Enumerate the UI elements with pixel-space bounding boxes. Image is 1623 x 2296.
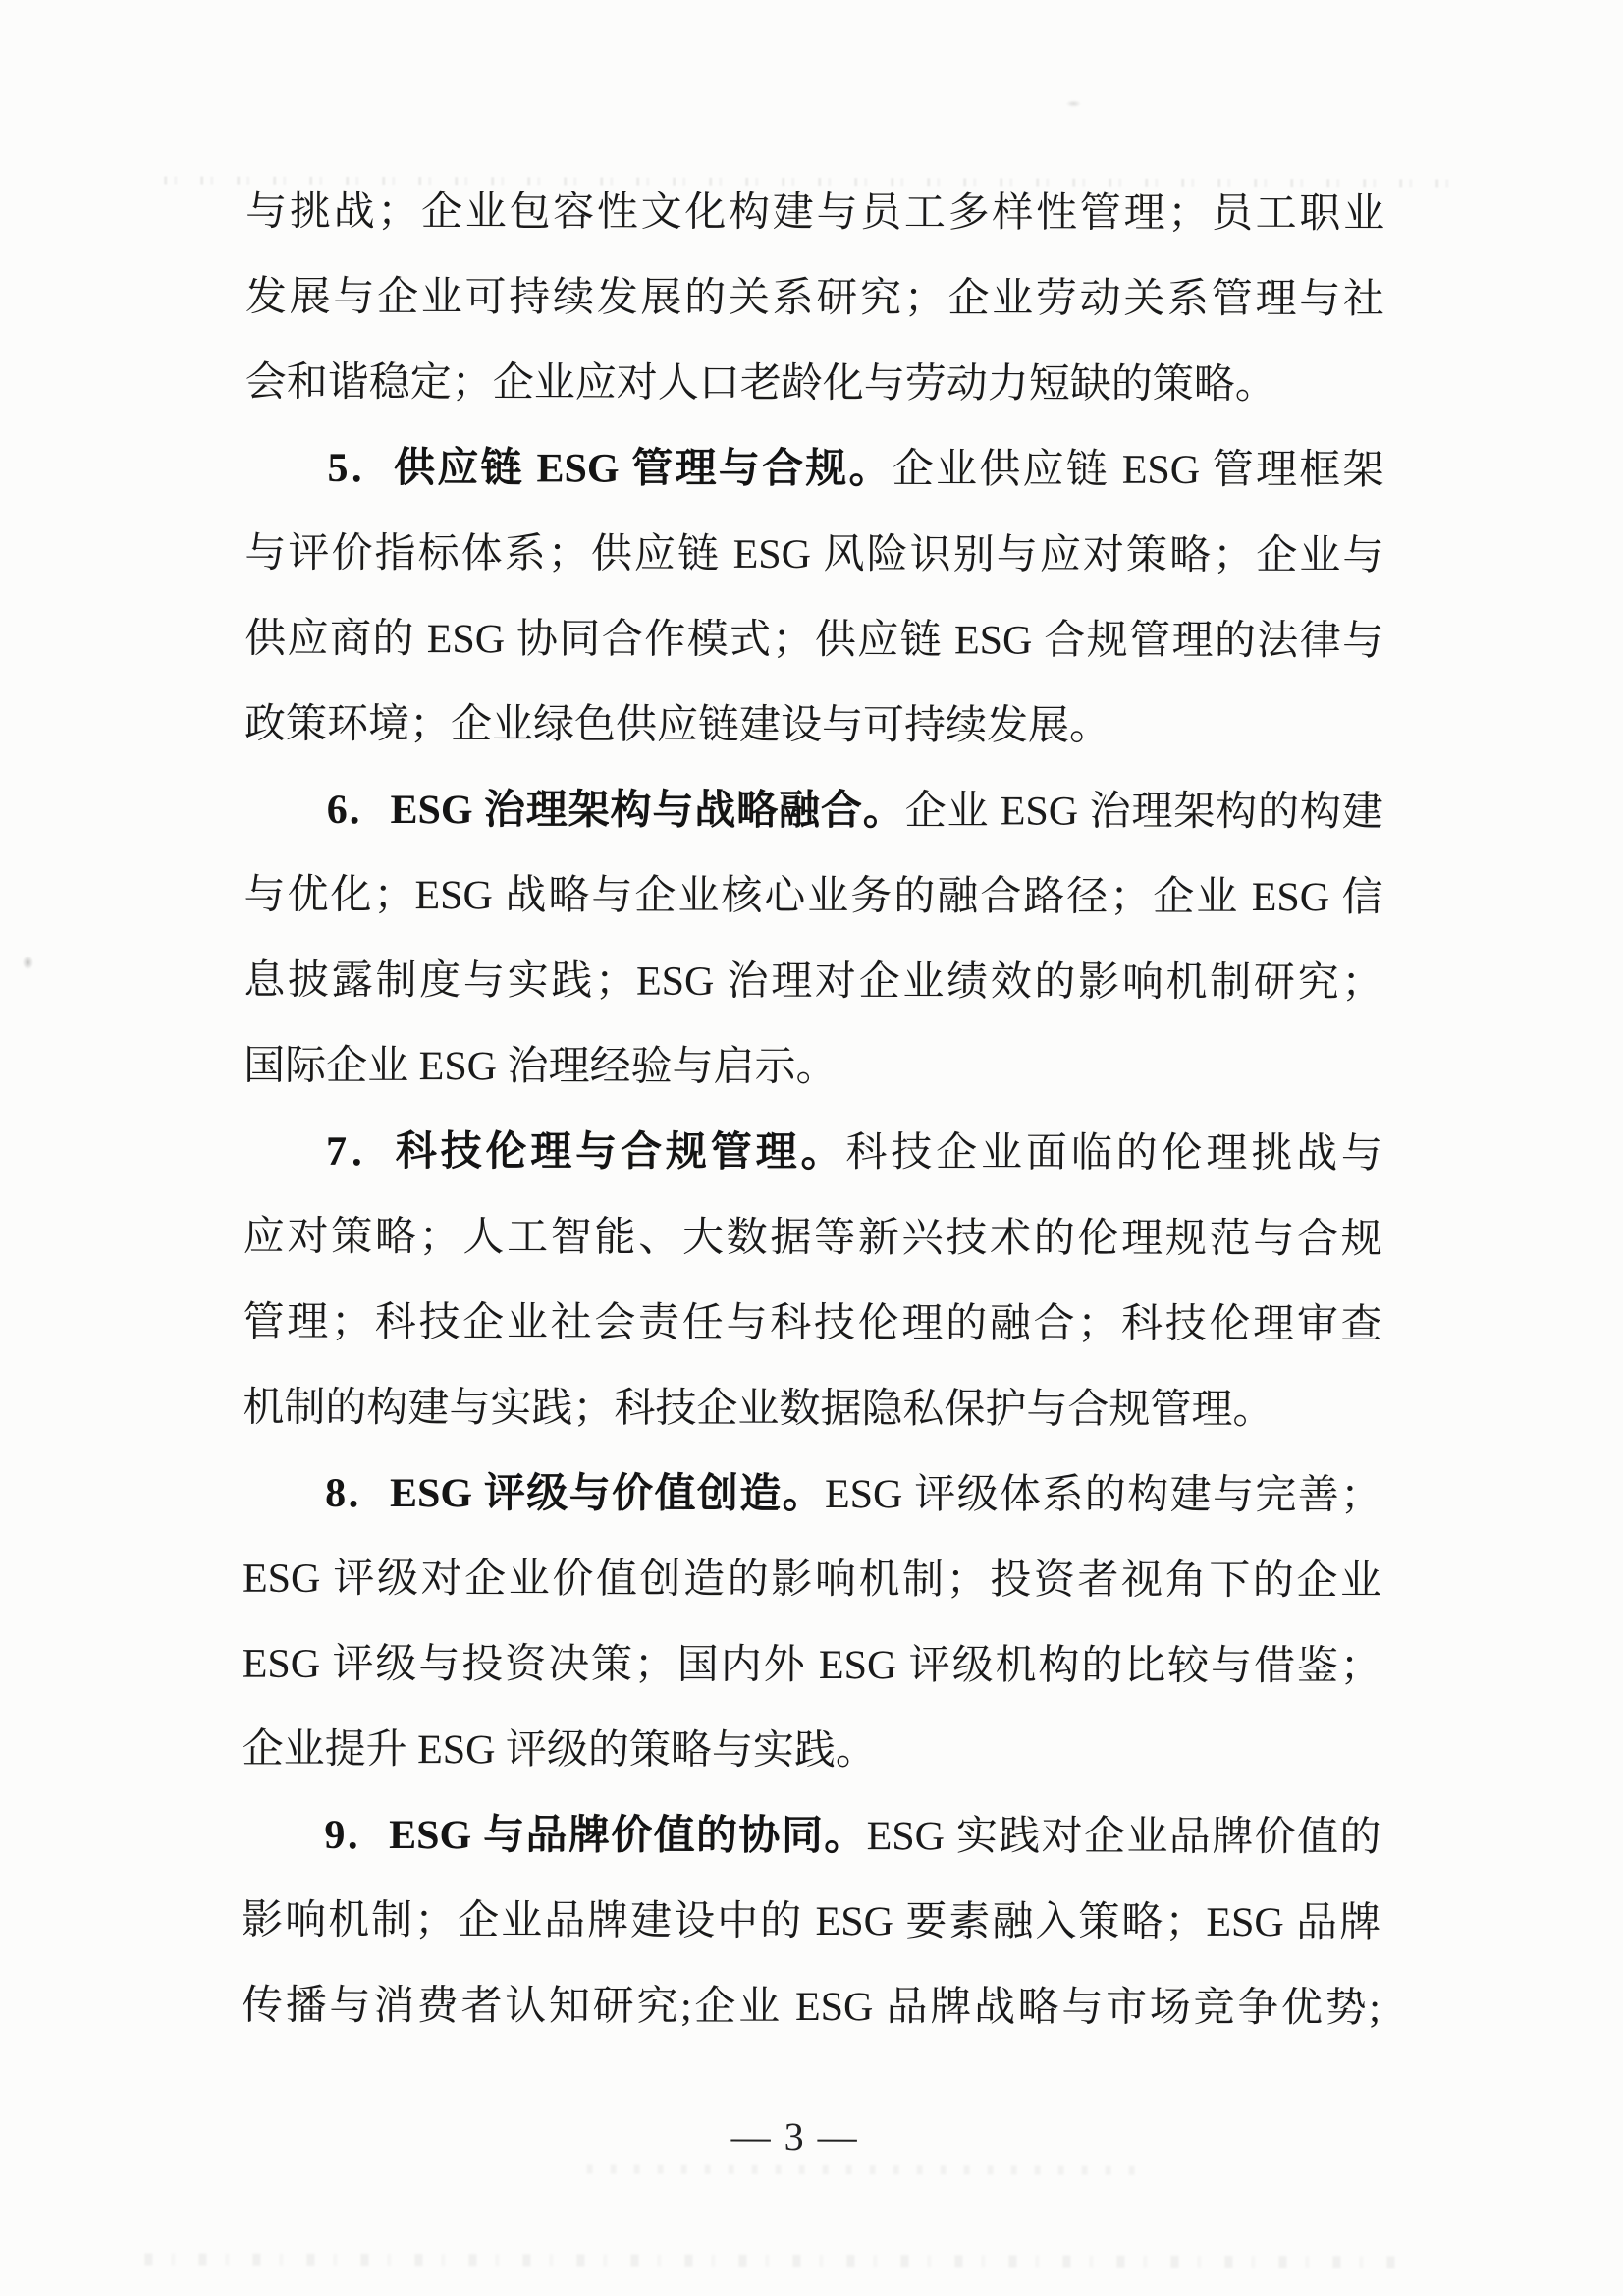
line-text: 政策环境；企业绿色供应链建设与可持续发展。 — [243, 701, 1111, 749]
text-line — [243, 1195, 1382, 1284]
text-line — [244, 512, 1383, 600]
text-line — [243, 1708, 1381, 1796]
line-text: 企业提升 ESG 评级的策略与实践。 — [242, 1726, 878, 1775]
text-line-item-5 — [244, 426, 1383, 515]
line-text: ESG 实践对企业品牌价值的 — [866, 1814, 1381, 1861]
text-line — [243, 1537, 1381, 1625]
line-text: 与评价指标体系；供应链 ESG 风险识别与应对策略；企业与 — [244, 530, 1384, 579]
line-text: 传播与消费者认知研究;企业 ESG 品牌战略与市场竞争优势; — [241, 1983, 1381, 2032]
item-heading: 9．ESG 与品牌价值的协同。 — [324, 1812, 867, 1860]
scan-speck — [20, 953, 35, 972]
page-number: — 3 — — [730, 2113, 859, 2159]
line-text: ESG 评级体系的构建与完善； — [824, 1472, 1382, 1519]
text-line-item-9 — [242, 1793, 1380, 1882]
line-text: 会和谐稳定；企业应对人口老龄化与劳动力短缺的策略。 — [244, 359, 1276, 409]
text-line — [245, 255, 1384, 344]
text-line — [244, 597, 1383, 685]
line-text: 国际企业 ESG 治理经验与启示。 — [243, 1043, 838, 1091]
text-line — [243, 1622, 1381, 1711]
text-line-item-8 — [243, 1451, 1381, 1540]
line-text: ESG 评级与投资决策；国内外 ESG 评级机构的比较与借鉴； — [242, 1641, 1381, 1690]
scan-speck — [1062, 99, 1084, 109]
page-footer — [0, 2111, 1593, 2162]
text-line — [243, 853, 1382, 942]
line-text: 科技企业面临的伦理挑战与 — [845, 1130, 1383, 1177]
line-text: 供应商的 ESG 协同合作模式；供应链 ESG 合规管理的法律与 — [244, 616, 1384, 665]
text-line-item-7 — [243, 1110, 1382, 1198]
item-heading: 7．科技伦理与合规管理。 — [325, 1128, 846, 1176]
line-text: 息披露制度与实践；ESG 治理对企业绩效的影响机制研究； — [243, 957, 1383, 1007]
text-line — [242, 1879, 1380, 1967]
scan-artifact-mid — [587, 2164, 1137, 2174]
text-line — [242, 1964, 1380, 2052]
item-heading: 6．ESG 治理架构与战略融合。 — [326, 787, 905, 835]
item-heading: 5．供应链 ESG 管理与合规。 — [327, 445, 893, 493]
item-heading: 8．ESG 评级与价值创造。 — [325, 1470, 826, 1518]
text-line — [245, 341, 1384, 429]
text-line — [243, 1281, 1381, 1369]
text-line — [245, 170, 1384, 258]
text-line — [244, 683, 1383, 771]
text-line — [243, 939, 1382, 1027]
line-text: ESG 评级对企业价值创造的影响机制；投资者视角下的企业 — [242, 1556, 1382, 1605]
line-text: 与优化；ESG 战略与企业核心业务的融合路径；企业 ESG 信 — [243, 872, 1383, 921]
text-line-item-6 — [244, 768, 1383, 856]
line-text: 管理；科技企业社会责任与科技伦理的融合；科技伦理审查 — [243, 1299, 1382, 1348]
line-text: 影响机制；企业品牌建设中的 ESG 要素融入策略；ESG 品牌 — [242, 1897, 1381, 1946]
line-text: 发展与企业可持续发展的关系研究；企业劳动关系管理与社 — [244, 274, 1385, 323]
body-text — [242, 170, 1384, 2052]
line-text: 企业供应链 ESG 管理框架 — [892, 447, 1384, 494]
line-text: 应对策略；人工智能、大数据等新兴技术的伦理规范与合规 — [243, 1214, 1382, 1263]
text-line — [243, 1366, 1381, 1454]
line-text: 企业 ESG 治理架构的构建 — [904, 789, 1383, 836]
line-text: 机制的构建与实践；科技企业数据隐私保护与合规管理。 — [243, 1385, 1274, 1434]
line-text: 与挑战；企业包容性文化构建与员工多样性管理；员工职业 — [245, 189, 1385, 238]
scan-artifact-bottom — [144, 2253, 1401, 2268]
text-line — [243, 1024, 1382, 1113]
